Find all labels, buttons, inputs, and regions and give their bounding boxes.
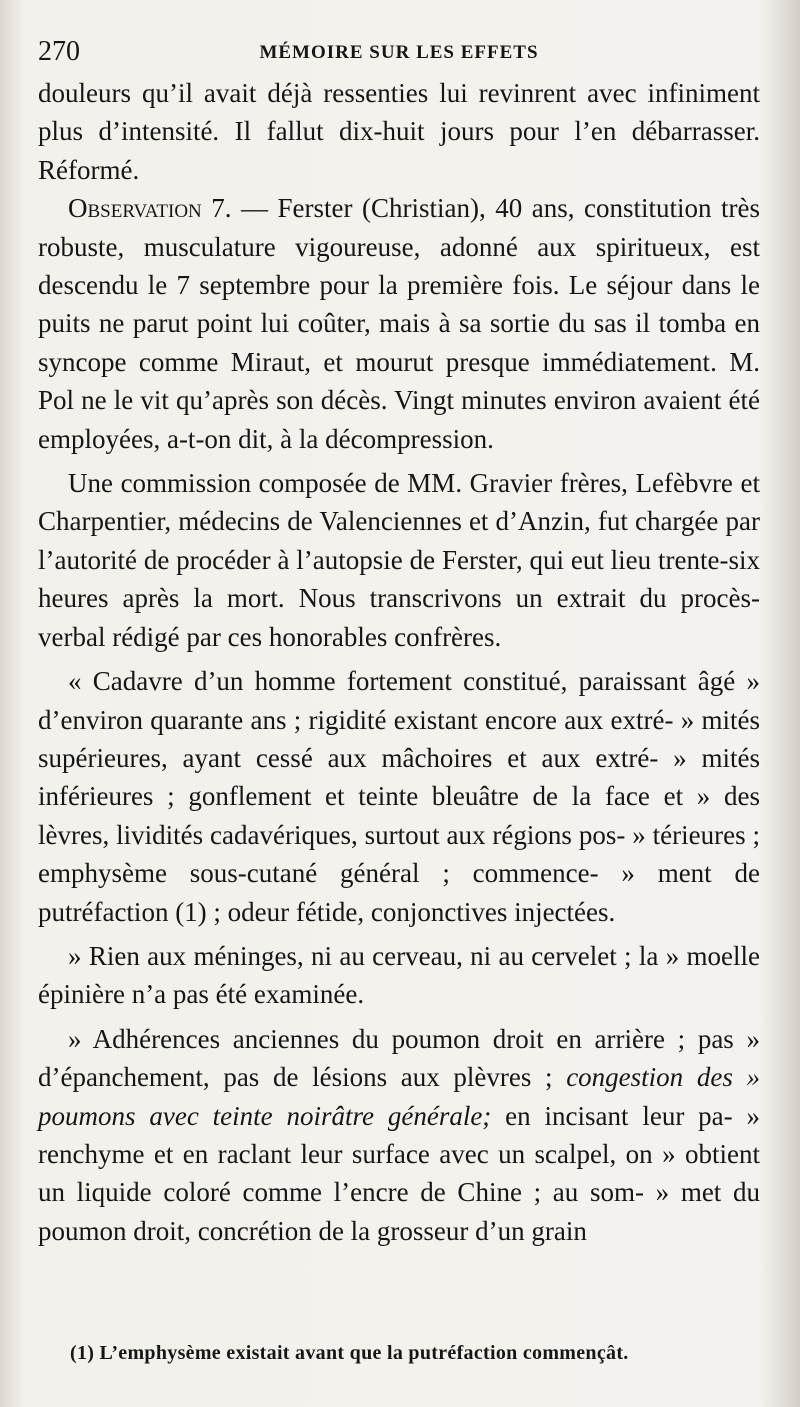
paragraph-commission: Une commission composée de MM. Gravier frères, Lefèbvre et Charpentier, médecins de Valenciennes et d’Anzin, fut chargée par l’autorité de procéder à l’autopsie de Ferster, qui eut lieu trente-six heures après la mort. Nous transcrivons un extrait du procès-verbal rédigé par ces honorables confrères. — [38, 468, 760, 652]
observation-text: — Ferster (Christian), 40 ans, constitution très robuste, musculature vigoureuse, adonné aux spiritueux, est descendu le 7 septembre pour la première fois. Le séjour dans le puits ne parut point lui coûter, mais à sa sortie du sas il tomba en syncope comme Miraut, et mourut presque immédiatement. M. Pol ne le vit qu’après son décès. Vingt minutes environ avaient été employées, a-t-on dit, à la décompression. — [38, 193, 760, 454]
paragraph-continuation: douleurs qu’il avait déjà ressenties lui revinrent avec infiniment plus d’intensité. Il fallut dix-huit jours pour l’en débarrasser. Réformé. — [38, 78, 760, 185]
page-header — [38, 36, 760, 76]
running-title: MÉMOIRE SUR LES EFFETS — [259, 42, 539, 63]
page-number: 270 — [38, 36, 80, 67]
paragraph-lungs — [38, 1020, 760, 1250]
body-text — [38, 74, 760, 1250]
paragraph-observation-7 — [38, 189, 760, 458]
lungs-italic-text: congestion des » poumons avec teinte noirâtre générale; — [38, 1062, 760, 1131]
footnote: (1) L’emphysème existait avant que la putréfaction commençât. — [70, 1342, 629, 1364]
lungs-text-start: » Adhérences anciennes du poumon droit en arrière ; pas » d’épanchement, pas de lésions aux plèvres ; — [38, 1023, 760, 1093]
paragraph-autopsy-quote: « Cadavre d’un homme fortement constitué, paraissant âgé » d’environ quarante ans ; rigidité existant encore aux extré- » mités supérieures, ayant cessé aux mâchoires et aux extré- » mités inférieures ; gonflement et teinte bleuâtre de la face et » des lèvres, lividités cadavériques, surtout aux régions pos- » térieures ; emphysème sous-cutané général ; commence- » ment de putréfaction (1) ; odeur fétide, conjonctives injectées. — [38, 666, 760, 927]
lungs-text-end: en incisant leur pa- » renchyme et en raclant leur surface avec un scalpel, on » obtient un liquide coloré comme l’encre de Chine ; au som- » met du poumon droit, concrétion de la grosseur d’un grain — [38, 1100, 760, 1246]
paragraph-meninges: » Rien aux méninges, ni au cerveau, ni au cervelet ; la » moelle épinière n’a pas été examinée. — [38, 940, 760, 1010]
observation-label: Observation 7. — [68, 193, 232, 224]
